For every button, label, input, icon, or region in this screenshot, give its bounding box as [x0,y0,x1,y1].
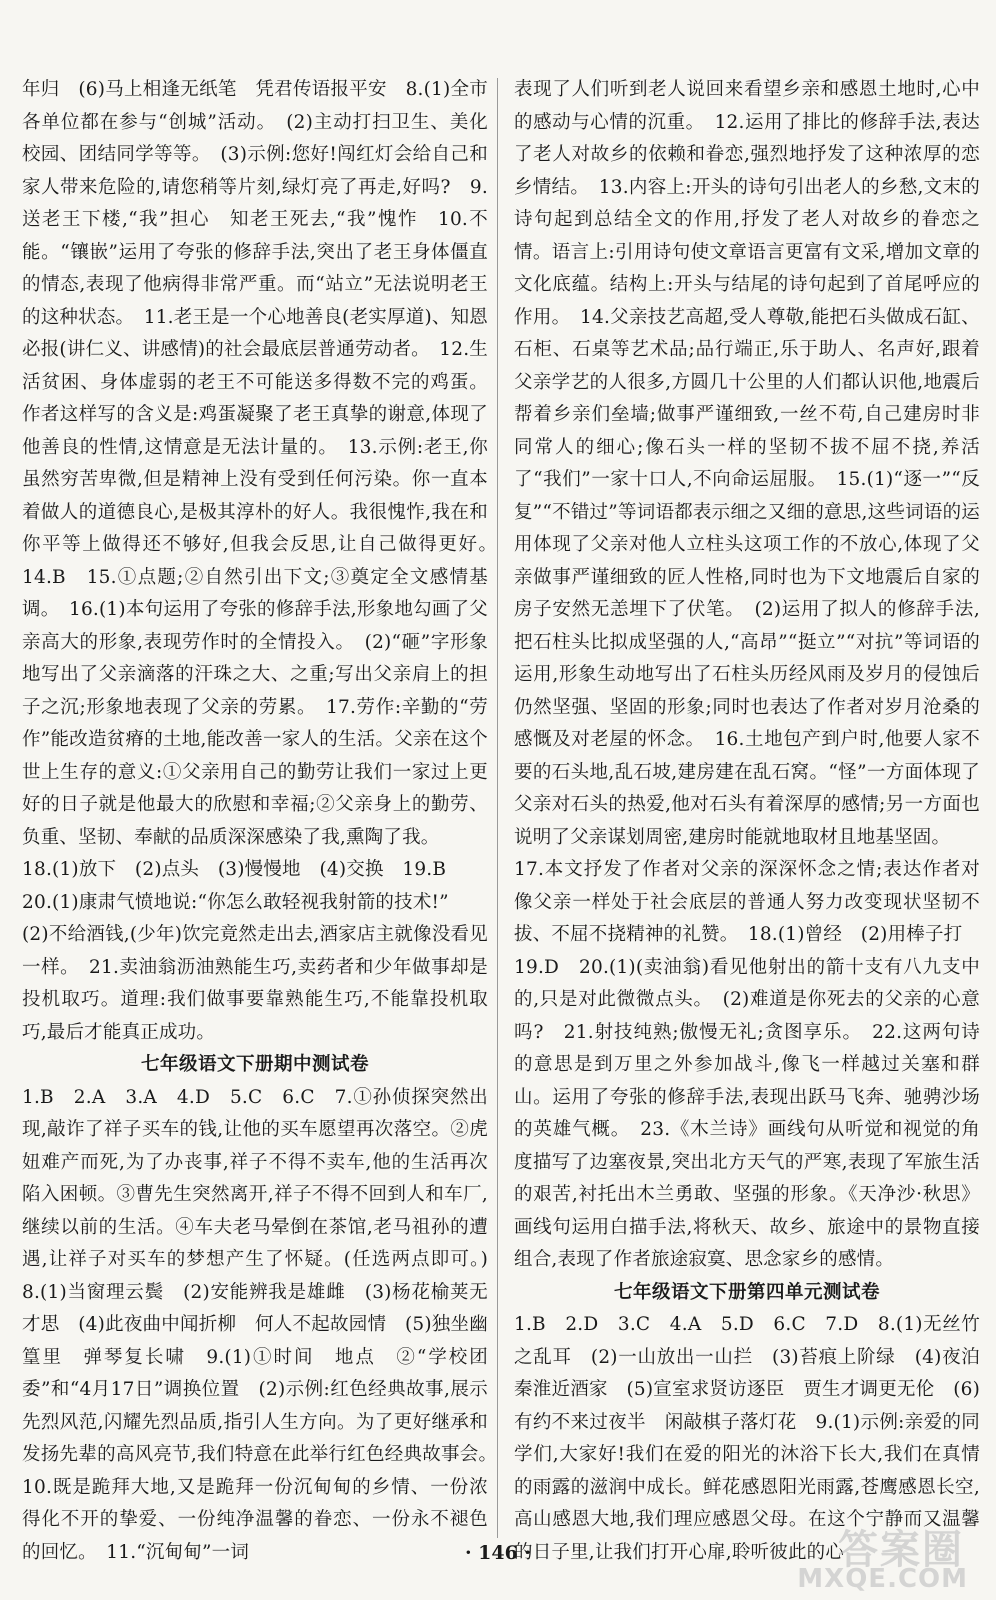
answer-paragraph: 19.D 20.(1)(卖油翁)看见他射出的箭十支有八九支中的,只是对此微微点头。 (2)难道是你死去的父亲的心意吗? 21.射技纯熟;傲慢无礼;贪图享乐。 22.这两句诗的意思是到万里之外参加战斗,像飞一样越过关塞和群山。运用了夸张的修辞手法,表现出跃马飞奔、驰骋沙场的英雄气概。 23.《木兰诗》画线句从听觉和视觉的角度描写了边塞夜景,突出北方天气的严寒,表现了军旅生活的艰苦,衬托出木兰勇敢、坚强的形象。《天净沙·秋思》画线句运用白描手法,将秋天、故乡、旅途中的景物直接组合,表现了作者旅途寂寞、思念家乡的感情。 [514,956,980,1270]
answer-paragraph: 18.(1)放下 (2)点头 (3)慢慢地 (4)交换 19.B [22,859,447,880]
answer-paragraph: (2)不给酒钱,(少年)饮完竟然走出去,酒家店主就像没看见一样。 21.卖油翁沥油熟能生巧,卖药者和少年做事却是投机取巧。道理:我们做事要靠熟能生巧,不能靠投机取巧,最后才能真正成功。 [22,924,488,1043]
answer-paragraph: 1.B 2.A 3.A 4.D 5.C 6.C 7.①孙侦探突然出现,敲诈了祥子买车的钱,让他的买车愿望再次落空。②虎妞难产而死,为了办丧事,祥子不得不卖车,他的生活再次陷入困顿。③曹先生突然离开,祥子不得不回到人和车厂,继续以前的生活。④车夫老马晕倒在茶馆,老马祖孙的遭遇,让祥子对买车的梦想产生了怀疑。(任选两点即可。) 8.(1)当窗理云鬓 (2)安能辨我是雄雌 (3)杨花榆荚无才思 (4)此夜曲中闻折柳 何人不起故园情 (5)独坐幽篁里 弹琴复长啸 9.(1)①时间 地点 ②“学校团委”和“4月17日”调换位置 (2)示例:红色经典故事,展示先烈风范,闪耀先烈品质,指引人生方向。为了更好继承和发扬先辈的高风亮节,我们特意在此举行红色经典故事会。 10.既是跪拜大地,又是跪拜一份沉甸甸的乡情、一份浓得化不开的挚爱、一份纯净温馨的眷恋、一份永不褪色的回忆。 11.“沉甸甸”一词 [22,1086,507,1563]
answer-paragraph: 20.(1)康肃气愤地说:“你怎么敢轻视我射箭的技术!” [22,891,449,913]
section-heading: 七年级语文下册第四单元测试卷 [613,1281,880,1303]
watermark-logo [794,1518,974,1596]
section-heading: 七年级语文下册期中测试卷 [140,1054,369,1075]
right-column [514,74,980,1569]
answer-paragraph: 17.本文抒发了作者对父亲的深深怀念之情;表达作者对像父亲一样处于社会底层的普通人努力改变现状坚韧不拔、不屈不挠精神的礼赞。 18.(1)曾经 (2)用棒子打 [514,859,980,945]
page-number: · 146 · [464,1542,532,1564]
watermark-site-text: MXQE.COM [797,1564,968,1594]
answer-paragraph: 1.B 2.D 3.C 4.A 5.D 6.C 7.D 8.(1)无丝竹之乱耳 (2)一山放出一山拦 (3)苔痕上阶绿 (4)夜泊秦淮近酒家 (5)宣室求贤访逐臣 贾生才调更无伦 (6)有约不来过夜半 闲敲棋子落灯花 9.(1)示例:亲爱的同学们,大家好!我们在爱的阳光的沐浴下长大,我们在真情的雨露的滋润中成长。鲜花感恩阳光雨露,苍鹰感恩长空,高山感恩大地,我们理应感恩父母。在这个宁静而又温馨的日子里,让我们打开心扉,聆听彼此的心 [514,1314,980,1563]
answer-paragraph: 年归 (6)马上相逢无纸笔 凭君传语报平安 8.(1)全市各单位都在参与“创城”活动。 (2)主动打扫卫生、美化校园、团结同学等等。 (3)示例:您好!闯红灯会给自己和家人带来危险的,请您稍等片刻,绿灯亮了再走,好吗? 9.送老王下楼,“我”担心 知老王死去,“我”愧怍 10.不能。“镶嵌”运用了夸张的修辞手法,突出了老王身体僵直的情态,表现了他病得非常严重。而“站立”无法说明老王的这种状态。 11.老王是一个心地善良(老实厚道)、知恩必报(讲仁义、讲感情)的社会最底层普通劳动者。 12.生活贫困、身体虚弱的老王不可能送多得数不完的鸡蛋。作者这样写的含义是:鸡蛋凝聚了老王真挚的谢意,体现了他善良的性情,这情意是无法计量的。 13.示例:老王,你虽然穷苦卑微,但是精神上没有受到任何污染。你一直本着做人的道德良心,是极其淳朴的好人。我很愧怍,我在和你平等上做得还不够好,但我会反思,让自己做得更好。 14.B 15.①点题;②自然引出下文;③奠定全文感情基调。 16.(1)本句运用了夸张的修辞手法,形象地勾画了父亲高大的形象,表现劳作时的全情投入。 (2)“砸”字形象地写出了父亲滴落的汗珠之大、之重;写出父亲肩上的担子之沉;形象地表现了父亲的劳累。 17.劳作:辛勤的“劳作”能改造贫瘠的土地,能改善一家人的生活。父亲在这个世上生存的意义:①父亲用自己的勤劳让我们一家过上更好的日子就是他最大的欣慰和幸福;②父亲身上的勤劳、负重、坚韧、奉献的品质深深感染了我,熏陶了我。 [22,79,507,848]
watermark-logo-text: 答案圈 [838,1527,964,1573]
answer-paragraph: 表现了人们听到老人说回来看望乡亲和感恩土地时,心中的感动与心情的沉重。 12.运用了排比的修辞手法,表达了老人对故乡的依赖和眷恋,强烈地抒发了这种浓厚的恋乡情结。 13.内容上:开头的诗句引出老人的乡愁,文末的诗句起到总结全文的作用,抒发了老人对故乡的眷恋之情。语言上:引用诗句使文章语言更富有文采,增加文章的文化底蕴。结构上:开头与结尾的诗句起到了首尾呼应的作用。 14.父亲技艺高超,受人尊敬,能把石头做成石缸、石柜、石桌等艺术品;品行端正,乐于助人、名声好,跟着父亲学艺的人很多,方圆几十公里的人们都认识他,地震后帮着乡亲们垒墙;做事严谨细致,一丝不苟,自己建房时非同常人的细心;像石头一样的坚韧不拔不屈不挠,养活了“我们”一家十口人,不向命运屈服。 15.(1)“逐一”“反复”“不错过”等词语都表示细之又细的意思,这些词语的运用体现了父亲对他人立柱头这项工作的不放心,体现了父亲做事严谨细致的匠人性格,同时也为下文地震后自家的房子安然无恙埋下了伏笔。 (2)运用了拟人的修辞手法,把石柱头比拟成坚强的人,“高昂”“挺立”“对抗”等词语的运用,形象生动地写出了石柱头历经风雨及岁月的侵蚀后仍然坚强、坚固的形象;同时也表达了作者对岁月沧桑的感慨及对老屋的怀念。 16.土地包产到户时,他要人家不要的石头地,乱石坡,建房建在乱石窝。“怪”一方面体现了父亲对石头的热爱,他对石头有着深厚的感情;另一方面也说明了父亲谋划周密,建房时能就地取材且地基坚固。 [514,79,980,848]
column-divider [497,78,498,1538]
